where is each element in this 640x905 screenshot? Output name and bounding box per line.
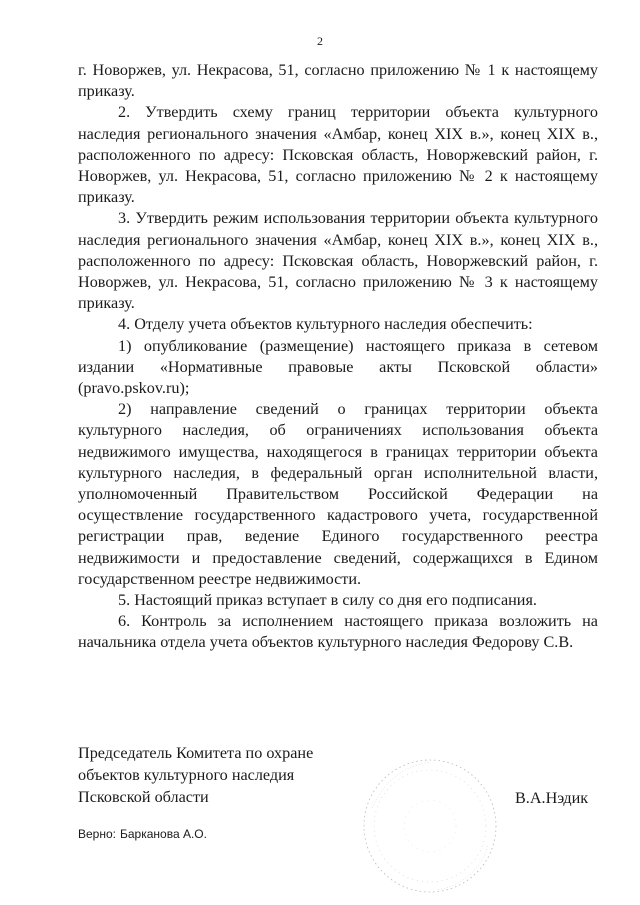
official-stamp-image <box>350 748 510 898</box>
document-body <box>78 60 598 654</box>
paragraph-subitem-2: 2) направление сведений о границах территории объекта культурного наследия, об ограничениях использования объекта недвижимого имущества, находящегося в границах территории объекта культурного наследия, в федеральный орган исполнительной власти, уполномоченный Правительством Российской Федерации на осуществление государственного кадастрового учета, государственной регистрации прав, ведение Единого государственного реестра недвижимости и предоставление сведений, содержащихся в Едином государственном реестре недвижимости. <box>78 400 598 588</box>
signatory-position <box>78 742 313 808</box>
position-line: Псковской области <box>78 788 209 806</box>
paragraph-continuation: г. Новоржев, ул. Некрасова, 51, согласно приложению № 1 к настоящему приказу. <box>78 61 598 101</box>
verified-name: Барканова А.О. <box>120 827 207 841</box>
paragraph-item-6: 6. Контроль за исполнением настоящего приказа возложить на начальника отдела учета объектов культурного наследия Федорову С.В. <box>78 612 598 652</box>
position-line: объектов культурного наследия <box>78 766 295 784</box>
page-number: 2 <box>317 34 323 48</box>
verified-by <box>78 826 211 842</box>
signatory-name: В.А.Нэдик <box>515 789 589 807</box>
verified-label: Верно: <box>78 827 116 841</box>
paragraph-subitem-1: 1) опубликование (размещение) настоящего приказа в сетевом издании «Нормативные правовые акты Псковской области» (pravo.pskov.ru); <box>78 336 598 398</box>
paragraph-item-2: 2. Утвердить схему границ территории объекта культурного наследия регионального значения «Амбар, конец XIX в.», конец XIX в., расположенного по адресу: Псковская область, Новоржевский район, г. Новоржев, ул. Некрасова, 51, согласно приложению № 2 к настоящему приказу. <box>78 103 598 207</box>
paragraph-item-4: 4. Отделу учета объектов культурного наследия обеспечить: <box>118 315 533 334</box>
position-line: Председатель Комитета по охране <box>78 744 314 762</box>
paragraph-item-5: 5. Настоящий приказ вступает в силу со дня его подписания. <box>118 591 537 610</box>
paragraph-item-3: 3. Утвердить режим использования территории объекта культурного наследия регионального значения «Амбар, конец XIX в.», конец XIX в., расположенного по адресу: Псковская область, Новоржевский район, г. Новоржев, ул. Некрасова, 51, согласно приложению № 3 к настоящему приказу. <box>78 209 598 313</box>
